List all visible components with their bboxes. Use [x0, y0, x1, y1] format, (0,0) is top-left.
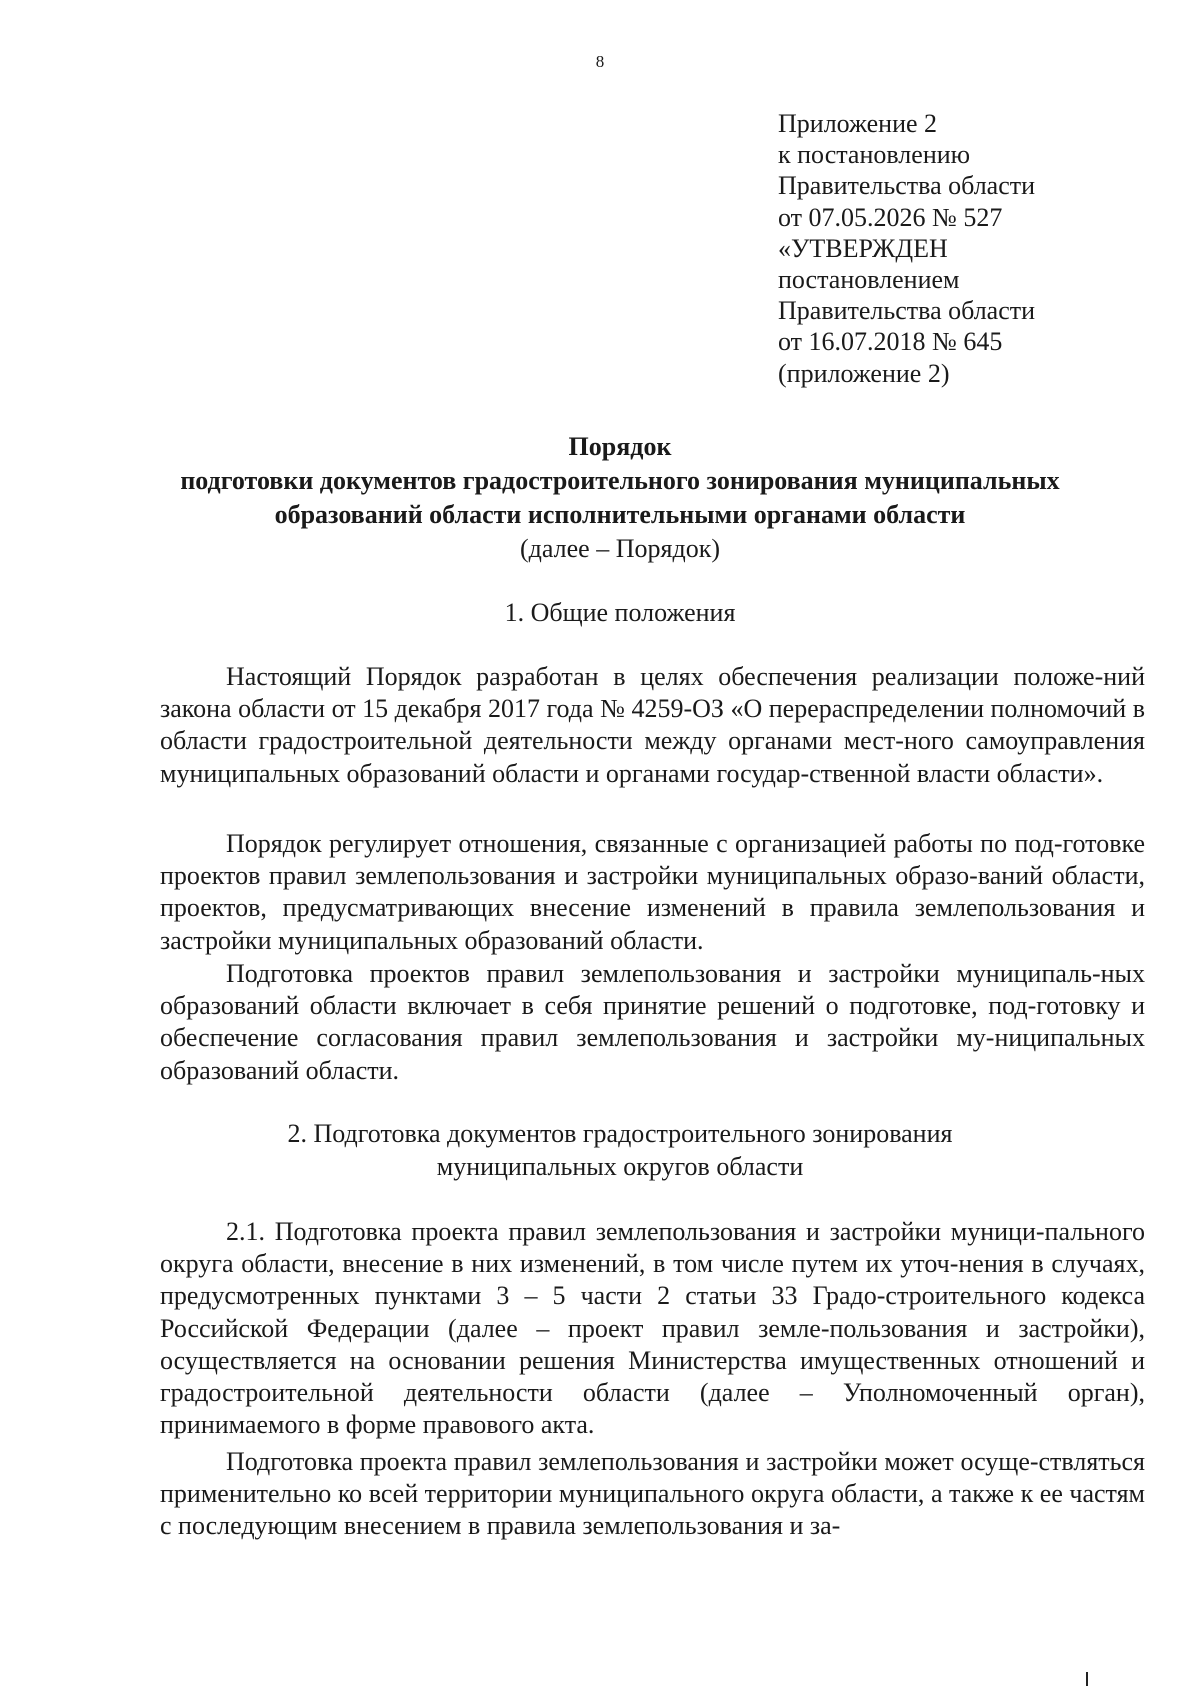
title-line-4: (далее – Порядок) — [520, 534, 720, 563]
document-title — [120, 430, 1120, 566]
paragraph: Порядок регулирует отношения, связанные с организацией работы по под-готовке проектов правил землепользования и застройки муниципальных образо-ваний области, проектов, предусматривающих внесение изменений в правила землепользования и застройки муниципальных образований области. — [160, 829, 1145, 955]
appendix-line: Правительства области — [778, 171, 1036, 201]
paragraph: Подготовка проекта правил землепользования и застройки может осуще-ствляться применительно ко всей территории муниципального округа области, а также к ее частям с последующим внесением в правила землепользования и за- — [160, 1447, 1145, 1541]
appendix-line: от 07.05.2026 № 527 — [778, 202, 1003, 232]
appendix-line: Правительства области — [778, 296, 1036, 326]
appendix-block — [778, 108, 1035, 389]
section-2-heading-line-2: муниципальных округов области — [436, 1152, 804, 1181]
title-line-3: образований области исполнительными органами области — [274, 500, 966, 529]
appendix-line: от 16.07.2018 № 645 — [778, 327, 1003, 357]
paragraph: Настоящий Порядок разработан в целях обеспечения реализации положе-ний закона области от 15 декабря 2017 года № 4259-ОЗ «О перераспределении полномочий в области градостроительной деятельности между органами мест-ного самоуправления муниципальных образований области и органами государ-ственной власти области». — [160, 662, 1145, 788]
page-number: 8 — [595, 52, 605, 71]
paragraph: Подготовка проектов правил землепользования и застройки муниципаль-ных образований области включает в себя принятие решений о подготовке, под-готовку и обеспечение согласования правил землепользования и застройки му-ниципальных образований области. — [160, 959, 1145, 1085]
title-line-1: Порядок — [568, 432, 672, 461]
section-2-heading-line-1: 2. Подготовка документов градостроительного зонирования — [287, 1119, 953, 1148]
section-1-heading: 1. Общие положения — [504, 598, 736, 627]
scan-mark — [1086, 1672, 1088, 1686]
appendix-line: «УТВЕРЖДЕН — [778, 233, 948, 263]
appendix-line: (приложение 2) — [778, 358, 950, 388]
paragraph: 2.1. Подготовка проекта правил землепользования и застройки муници-пального округа области, внесение в них изменений, в том числе путем их уточ-нения в случаях, предусмотренных пунктами 3 – 5 части 2 статьи 33 Градо-строительного кодекса Российской Федерации (далее – проект правил земле-пользования и застройки), осуществляется на основании решения Министерства имущественных отношений и градостроительной деятельности области (далее – Уполномоченный орган), принимаемого в форме правового акта. — [160, 1217, 1145, 1440]
appendix-line: Приложение 2 — [778, 109, 938, 138]
title-line-2: подготовки документов градостроительного зонирования муниципальных — [180, 466, 1060, 495]
appendix-line: постановлением — [778, 265, 960, 295]
appendix-line: к постановлению — [778, 140, 971, 170]
